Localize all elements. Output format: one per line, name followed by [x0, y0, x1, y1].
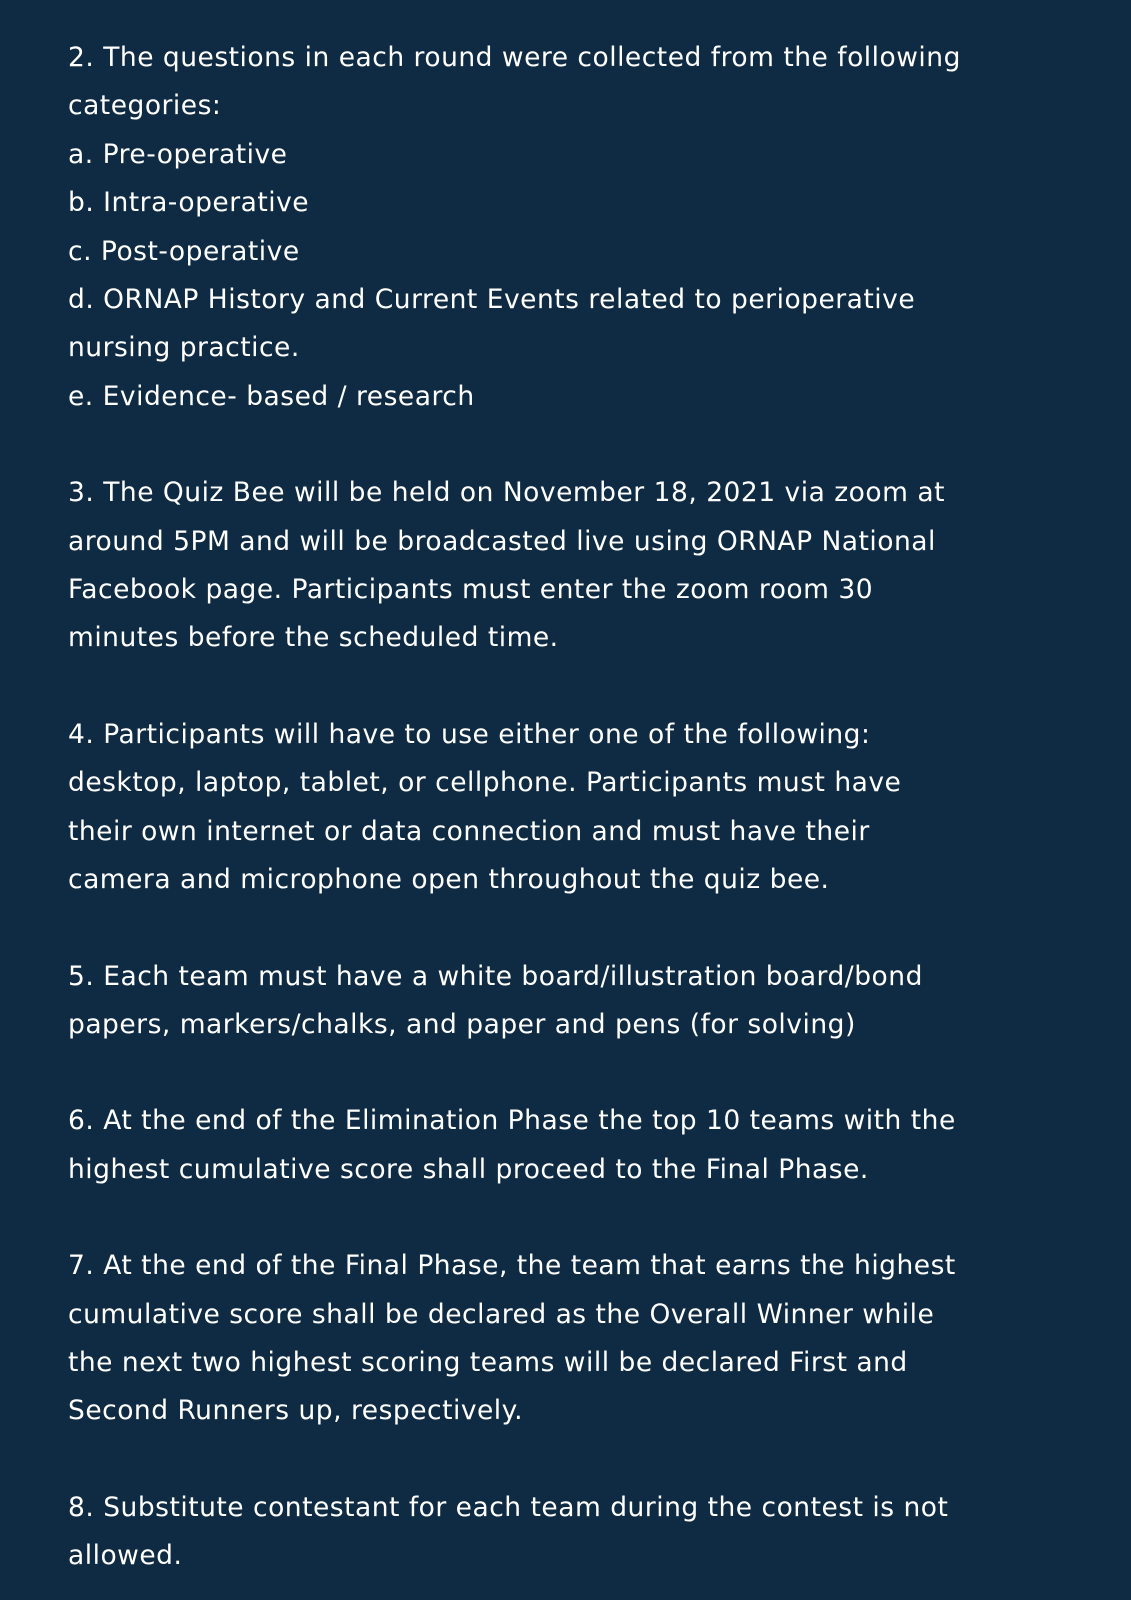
rule-4-line: 4. Participants will have to use either one of the following: [68, 718, 871, 750]
category-post-operative: c. Post-operative [68, 235, 300, 267]
rule-8-substitution [68, 1484, 1071, 1581]
category-ornap-history: nursing practice. [68, 332, 300, 364]
category-intra-operative: b. Intra-operative [68, 187, 310, 219]
rule-2-line: 2. The questions in each round were collected from the following [68, 42, 961, 73]
rule-6-line: highest cumulative score shall proceed to the Final Phase. [68, 1153, 869, 1185]
rule-4-line: camera and microphone open throughout the quiz bee. [68, 864, 830, 896]
rule-5-materials [68, 953, 1071, 1050]
rule-2-categories [68, 34, 1071, 421]
category-ornap-history: d. ORNAP History and Current Events related to perioperative [68, 284, 916, 316]
rule-3-schedule [68, 469, 1071, 663]
rule-6-elimination [68, 1097, 1071, 1194]
rule-7-line: the next two highest scoring teams will be declared First and [68, 1346, 908, 1378]
rule-7-line: 7. At the end of the Final Phase, the team that earns the highest [68, 1250, 956, 1282]
rule-7-line: Second Runners up, respectively. [68, 1395, 523, 1427]
rule-3-line: 3. The Quiz Bee will be held on November 18, 2021 via zoom at [68, 477, 945, 509]
rule-4-line: their own internet or data connection and must have their [68, 815, 870, 847]
rule-8-line: allowed. [68, 1540, 183, 1572]
rule-6-line: 6. At the end of the Elimination Phase the top 10 teams with the [68, 1105, 956, 1137]
rule-4-devices [68, 711, 1071, 905]
rule-5-line: papers, markers/chalks, and paper and pens (for solving) [68, 1008, 856, 1040]
rule-2-line: categories: [68, 90, 222, 122]
rule-4-line: desktop, laptop, tablet, or cellphone. Participants must have [68, 767, 902, 799]
rule-5-line: 5. Each team must have a white board/illustration board/bond [68, 960, 923, 992]
category-evidence-based: e. Evidence- based / research [68, 380, 475, 412]
rule-7-line: cumulative score shall be declared as the Overall Winner while [68, 1298, 935, 1330]
rule-7-winners [68, 1242, 1071, 1436]
rule-8-line: 8. Substitute contestant for each team during the contest is not [68, 1491, 949, 1523]
rule-3-line: Facebook page. Participants must enter the zoom room 30 [68, 574, 874, 606]
rule-3-line: around 5PM and will be broadcasted live using ORNAP National [68, 525, 936, 557]
category-pre-operative: a. Pre-operative [68, 138, 288, 170]
rule-3-line: minutes before the scheduled time. [68, 622, 559, 654]
